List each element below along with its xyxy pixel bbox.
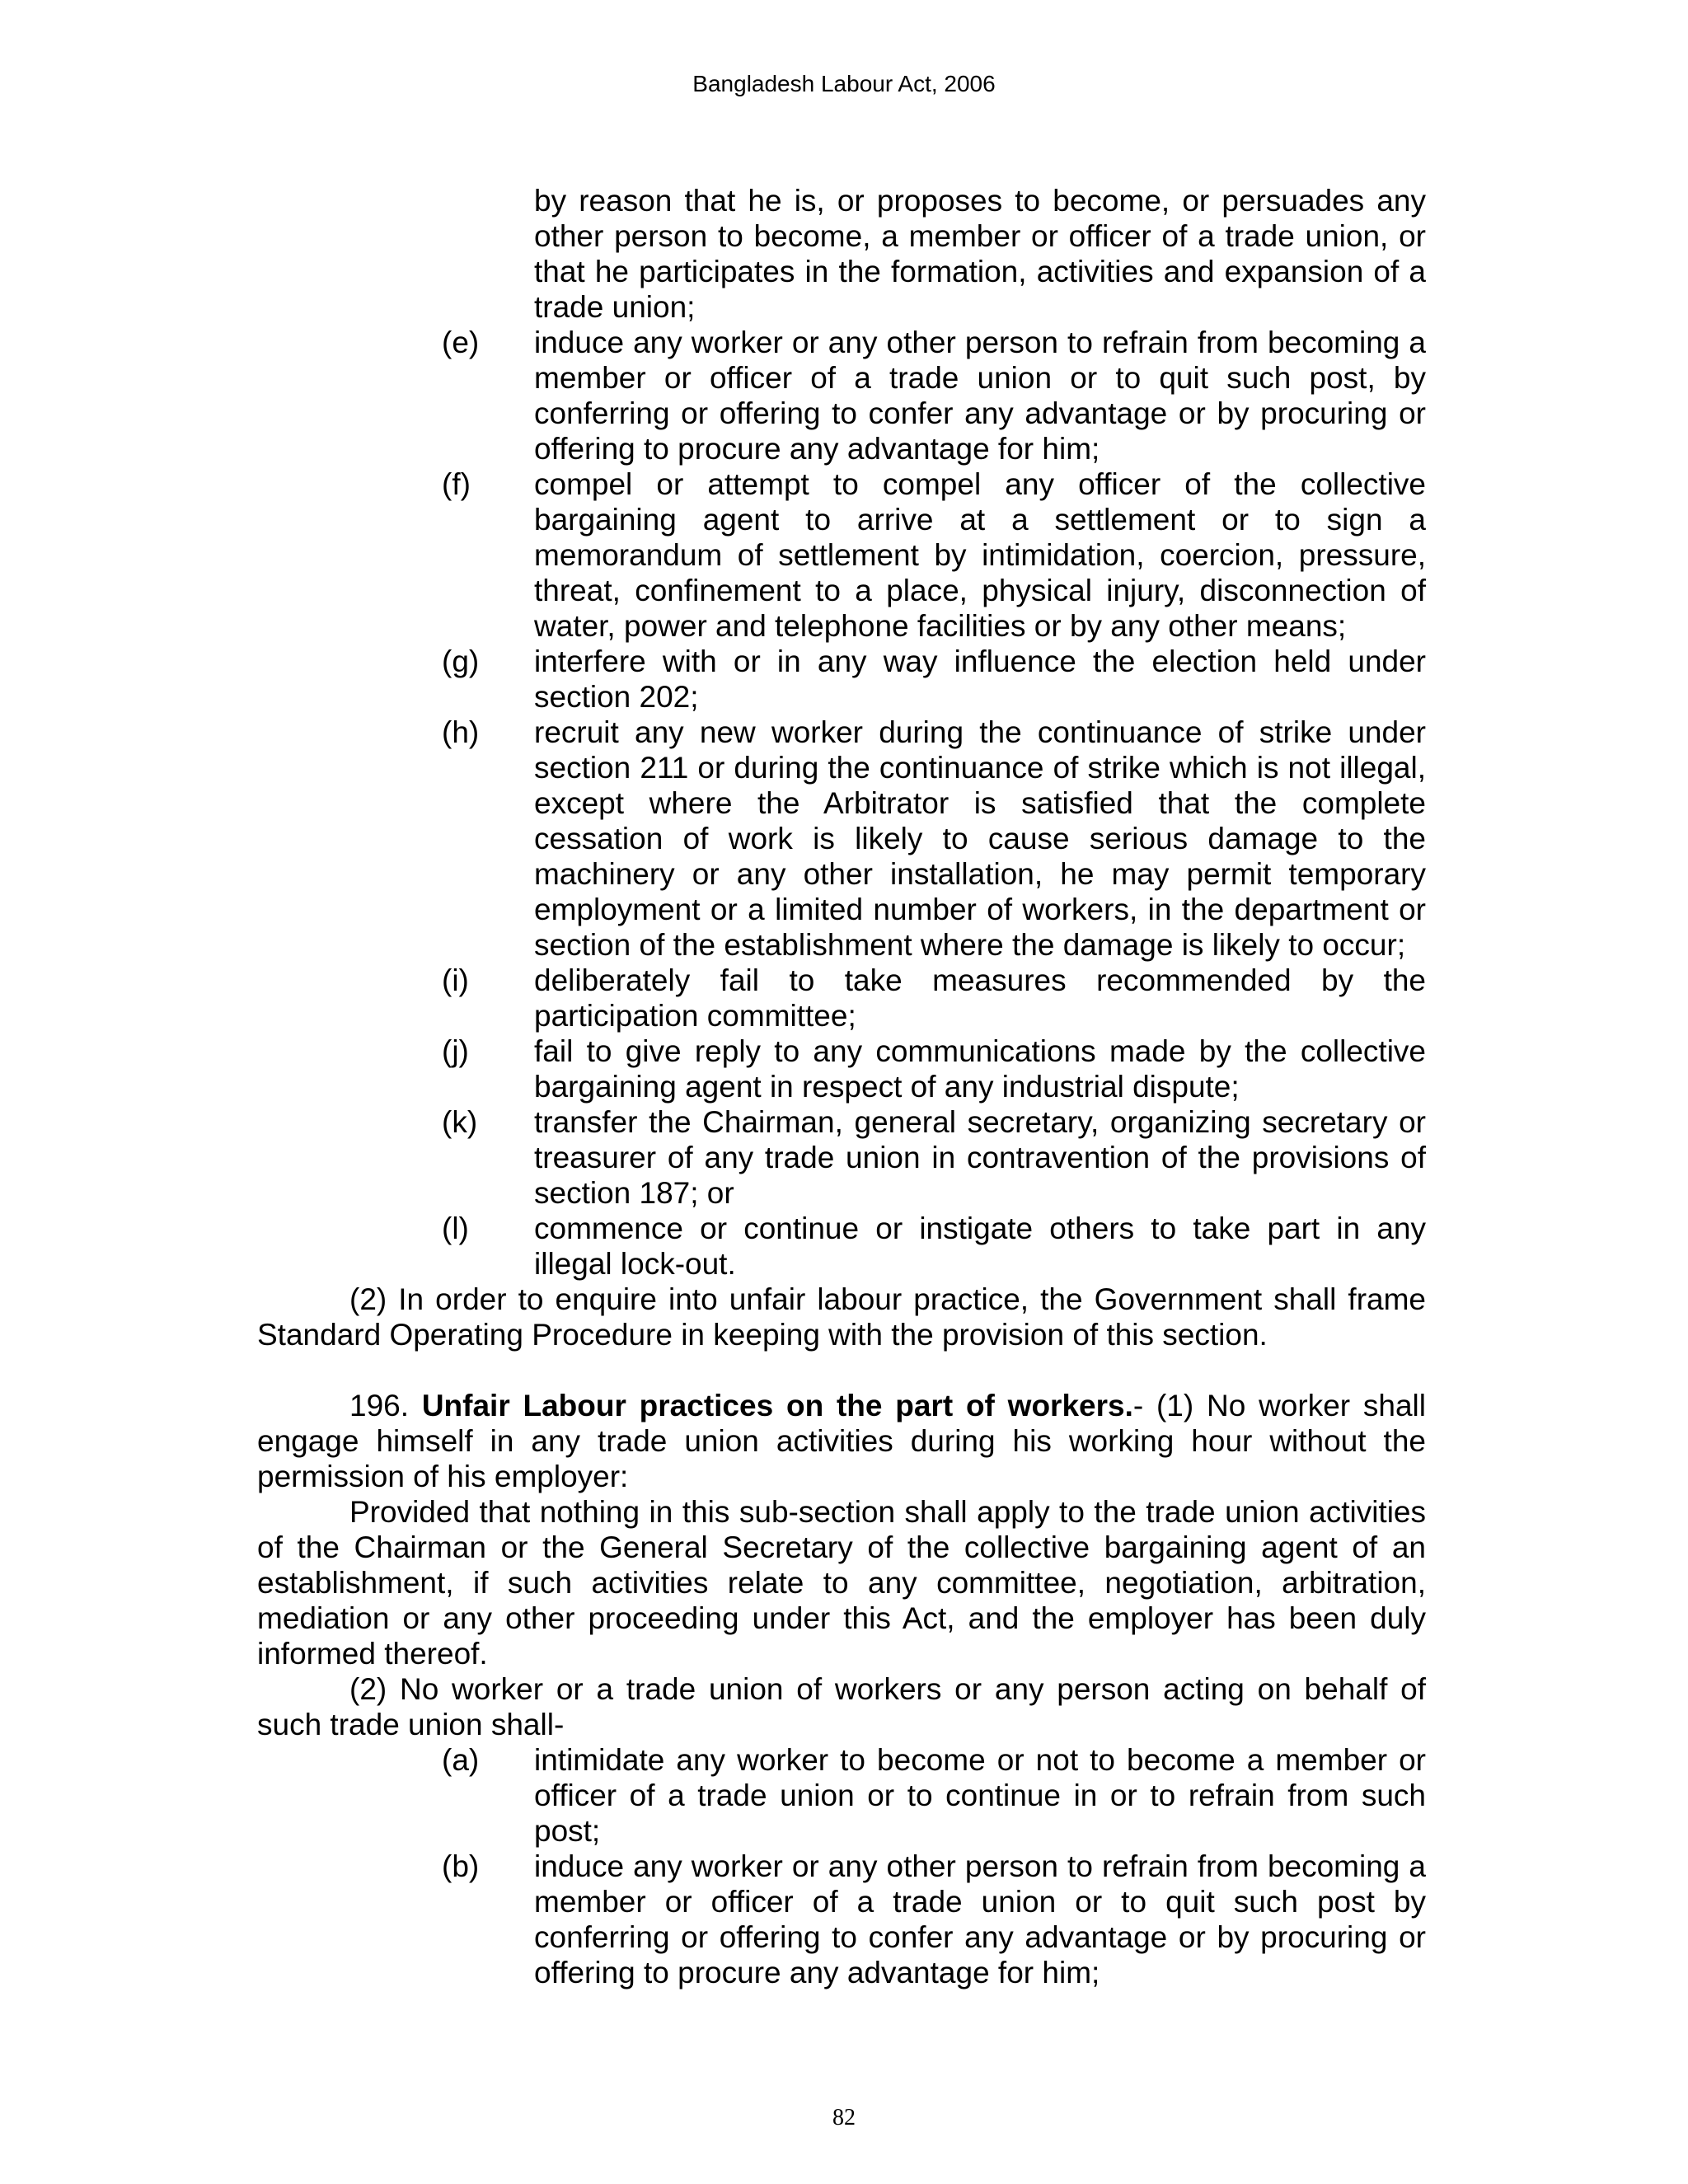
section-heading: Unfair Labour practices on the part of workers. [421,1389,1133,1422]
clause-continuation [257,183,1426,325]
clause-label: (f) [442,467,471,501]
clause-text: transfer the Chairman, general secretary, organizing secretary or treasurer of any trade union in contravention of the provisions of section 187; or [534,1105,1426,1210]
clause-a [257,1742,1426,1849]
section-196-paragraph [257,1388,1426,1494]
subsection-2-workers-paragraph: (2) No worker or a trade union of workers or any person acting on behalf of such trade union shall- [257,1672,1426,1741]
clause-h [257,715,1426,963]
clause-label: (h) [442,715,480,749]
clause-label: (l) [442,1212,469,1245]
clause-text: compel or attempt to compel any officer of the collective bargaining agent to arrive at a settlement or to sign a memorandum of settlement by intimidation, coercion, pressure, threat, confinement to a place, physical injury, disconnection of water, power and telephone facilities or by any other means; [534,467,1426,643]
clause-label: (i) [442,963,469,997]
clause-j [257,1033,1426,1104]
clause-label: (g) [442,644,480,678]
document-body [257,183,1426,1990]
clause-text: induce any worker or any other person to refrain from becoming a member or officer of a trade union or to quit such post, by conferring or offering to confer any advantage or by procuring or offering to procure any advantage for him; [534,326,1426,466]
running-header: Bangladesh Labour Act, 2006 [692,71,996,96]
section-text: - (1) No worker shall engage himself in any trade union activities during his working hour without the permission of his employer: [257,1389,1426,1493]
proviso-paragraph: Provided that nothing in this sub-section shall apply to the trade union activities of the Chairman or the General Secretary of the collective bargaining agent of an establishment, if such activities relate to any committee, negotiation, arbitration, mediation or any other proceeding under this Act, and the employer has been duly informed thereof. [257,1495,1426,1671]
clause-text: intimidate any worker to become or not to become a member or officer of a trade union or to continue in or to refrain from such post; [534,1743,1426,1848]
clause-text: recruit any new worker during the continuance of strike under section 211 or during the continuance of strike which is not illegal, except where the Arbitrator is satisfied that the complete cessation of work is likely to cause serious damage to the machinery or any other installation, he may permit temporary employment or a limited number of workers, in the department or section of the establishment where the damage is likely to occur; [534,715,1426,962]
clause-text: fail to give reply to any communications made by the collective bargaining agent in respect of any industrial dispute; [534,1034,1426,1104]
clause-e [257,325,1426,466]
subsection-2-paragraph: (2) In order to enquire into unfair labour practice, the Government shall frame Standard Operating Procedure in keeping with the provision of this section. [257,1282,1426,1352]
clause-k [257,1104,1426,1211]
clause-i [257,963,1426,1033]
section-number: 196. [349,1389,410,1422]
clause-label: (k) [442,1105,478,1139]
clause-label: (b) [442,1849,480,1883]
clause-text: commence or continue or instigate others to take part in any illegal lock-out. [534,1212,1426,1281]
clause-l [257,1211,1426,1282]
paragraph-gap [257,1352,1426,1388]
page-number: 82 [832,2105,856,2130]
clause-label: (j) [442,1034,469,1068]
clause-text: interfere with or in any way influence the election held under section 202; [534,644,1426,714]
clause-label: (e) [442,326,480,359]
clause-g [257,644,1426,715]
clause-text: deliberately fail to take measures recommended by the participation committee; [534,963,1426,1033]
clause-text: by reason that he is, or proposes to become, or persuades any other person to become, a member or officer of a trade union, or that he participates in the formation, activities and expansion of a trade union; [534,184,1426,324]
clause-label: (a) [442,1743,480,1777]
clause-text: induce any worker or any other person to refrain from becoming a member or officer of a trade union or to quit such post by conferring or offering to confer any advantage or by procuring or offering to procure any advantage for him; [534,1849,1426,1990]
clause-f [257,466,1426,644]
clause-b [257,1849,1426,1990]
